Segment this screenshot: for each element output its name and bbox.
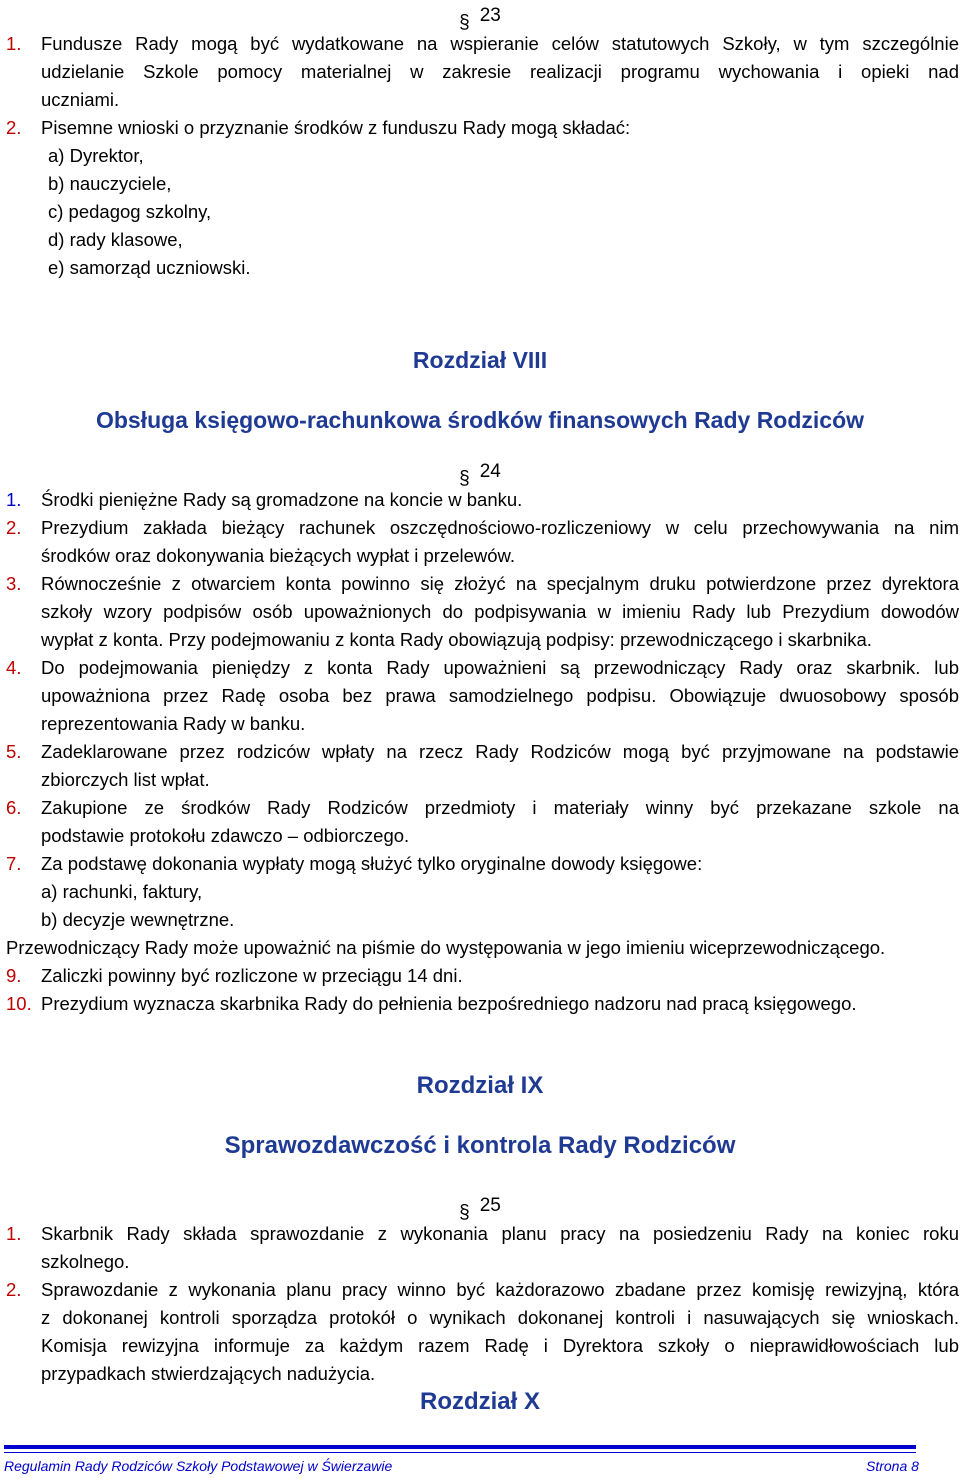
section-sign: §	[459, 1202, 470, 1223]
footer-rule	[4, 1445, 916, 1449]
item-text: wypłat z konta. Przy podejmowaniu z konta Rady obowiązują podpisy: przewodniczącego i skarbnika.	[41, 629, 872, 650]
sub-item-text: d) rady klasowe,	[48, 229, 183, 250]
chapter-subtitle: Sprawozdawczość i kontrola Rady Rodziców	[224, 1132, 736, 1159]
item-text: Sprawozdanie z wykonania planu pracy winno być każdorazowo zbadane przez komisję rewizyjną, która	[41, 1279, 959, 1300]
paragraph-number: 23	[479, 5, 501, 26]
item-text: z dokonanej kontroli sporządza protokół o wynikach dokonanej kontroli i nasuwających się wnioskach.	[41, 1307, 959, 1328]
sub-item-text: c) pedagog szkolny,	[48, 201, 212, 222]
item-text: reprezentowania Rady w banku.	[41, 713, 306, 734]
item-number: 9.	[6, 965, 22, 986]
item-text: przypadkach stwierdzających nadużycia.	[41, 1363, 376, 1384]
item-text: Środki pieniężne Rady są gromadzone na koncie w banku.	[41, 489, 523, 510]
item-text: udzielanie Szkole pomocy materialnej w zakresie realizacji programu wychowania i opieki nad	[41, 61, 959, 82]
item-text: Prezydium wyznacza skarbnika Rady do pełnienia bezpośredniego nadzoru nad pracą księgowego.	[41, 993, 857, 1014]
item-text: Przewodniczący Rady może upoważnić na piśmie do występowania w jego imieniu wiceprzewodniczącego.	[6, 937, 886, 958]
sub-item-text: b) decyzje wewnętrzne.	[41, 909, 235, 930]
item-text: Do podejmowania pieniędzy z konta Rady upoważnieni są przewodniczący Rady oraz skarbnik. lub	[41, 657, 959, 678]
item-number: 6.	[6, 797, 22, 818]
item-number: 5.	[6, 741, 22, 762]
item-text: upoważniona przez Radę osoba bez prawa samodzielnego podpisu. Obowiązuje dwuosobowy sposób	[41, 685, 959, 706]
item-number: 3.	[6, 573, 22, 594]
item-number: 4.	[6, 657, 22, 678]
section-sign: §	[459, 12, 470, 33]
item-text: podstawie protokołu zdawczo – odbiorczego.	[41, 825, 410, 846]
chapter-subtitle: Obsługa księgowo-rachunkowa środków finansowych Rady Rodziców	[95, 407, 865, 433]
paragraph-25-heading	[0, 1194, 960, 1225]
item-text: szkoły wzory podpisów osób upoważnionych do podpisywania w imieniu Rady lub Prezydium dowodów	[41, 601, 959, 622]
item-text: Fundusze Rady mogą być wydatkowane na wspieranie celów statutowych Szkoły, w tym szczególnie	[41, 33, 959, 54]
sub-item-text: a) Dyrektor,	[48, 145, 144, 166]
item-number: 2.	[6, 117, 22, 138]
item-number: 2.	[6, 1279, 22, 1300]
item-number: 1.	[6, 33, 22, 54]
item-text: Zadeklarowane przez rodziców wpłaty na rzecz Rady Rodziców mogą być przyjmowane na podstawie	[41, 741, 959, 762]
item-text: uczniami.	[41, 89, 120, 110]
paragraph-24-heading	[0, 460, 960, 491]
sub-item-text: b) nauczyciele,	[48, 173, 172, 194]
sub-item-text: e) samorząd uczniowski.	[48, 257, 251, 278]
item-text: Skarbnik Rady składa sprawozdanie z wykonania planu pracy na posiedzeniu Rady na koniec roku	[41, 1223, 959, 1244]
item-text: Za podstawę dokonania wypłaty mogą służyć tylko oryginalne dowody księgowe:	[41, 853, 703, 874]
item-number: 7.	[6, 853, 22, 874]
footer-document-title: Regulamin Rady Rodziców Szkoły Podstawowej w Świerzawie	[4, 1458, 393, 1474]
item-text: Prezydium zakłada bieżący rachunek oszczędnościowo-rozliczeniowy w celu przechowywania na nim	[41, 517, 959, 538]
item-number: 1.	[6, 489, 22, 510]
paragraph-23-heading	[0, 4, 960, 35]
item-text: zbiorczych list wpłat.	[41, 769, 210, 790]
chapter-title: Rozdział VIII	[412, 347, 548, 373]
sub-item-text: a) rachunki, faktury,	[41, 881, 203, 902]
footer-page-number: Strona 8	[866, 1458, 919, 1474]
chapter-title: Rozdział IX	[416, 1072, 544, 1099]
footer-rule-thin	[4, 1452, 916, 1453]
item-number: 1.	[6, 1223, 22, 1244]
item-text: środków oraz dokonywania bieżących wypłat i przelewów.	[41, 545, 516, 566]
item-number: 10.	[6, 993, 32, 1014]
item-text: Komisja rewizyjna informuje za każdym razem Radę i Dyrektora szkoły o nieprawidłowościach lub	[41, 1335, 959, 1356]
paragraph-number: 25	[479, 1195, 501, 1216]
item-text: Równocześnie z otwarciem konta powinno się złożyć na specjalnym druku potwierdzone przez dyrektora	[41, 573, 959, 594]
item-number: 2.	[6, 517, 22, 538]
item-text: Zakupione ze środków Rady Rodziców przedmioty i materiały winny być przekazane szkole na	[41, 797, 959, 818]
item-text: Pisemne wnioski o przyznanie środków z funduszu Rady mogą składać:	[41, 117, 631, 138]
item-text: Zaliczki powinny być rozliczone w przeciągu 14 dni.	[41, 965, 463, 986]
paragraph-number: 24	[479, 461, 501, 482]
chapter-title: Rozdział X	[419, 1388, 540, 1415]
item-text: szkolnego.	[41, 1251, 130, 1272]
section-sign: §	[459, 468, 470, 489]
